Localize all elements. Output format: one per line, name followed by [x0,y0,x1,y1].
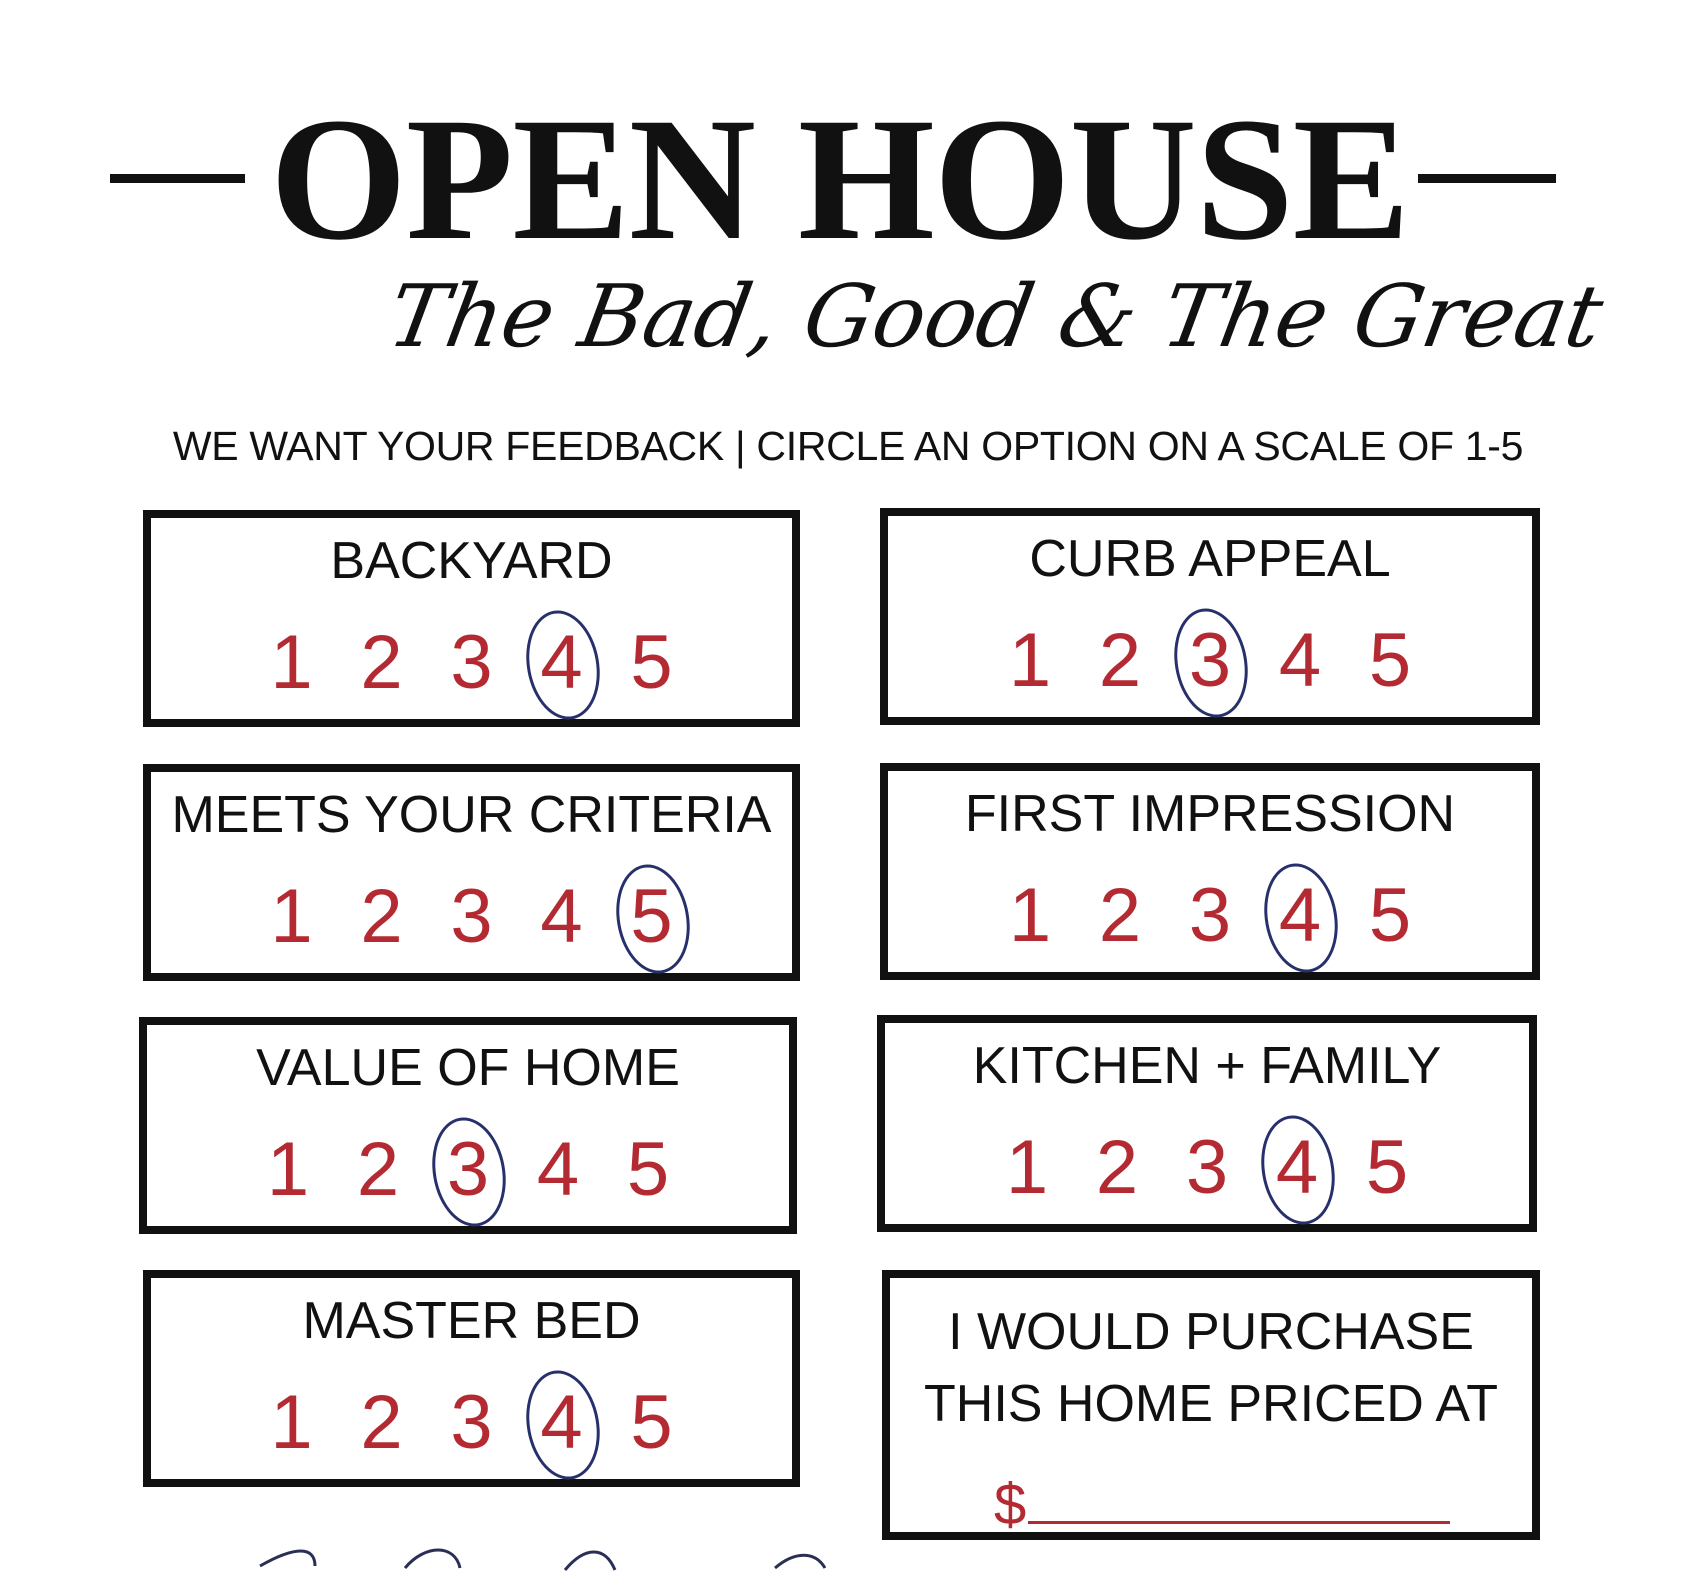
rating-box-curb-appeal [880,508,1540,725]
rating-option[interactable]: 5 [626,1127,670,1212]
rating-label: CURB APPEAL [1029,530,1391,588]
rating-label: VALUE OF HOME [256,1039,680,1097]
rating-option[interactable]: 2 [1095,1125,1139,1210]
rating-option[interactable]: 3 [1188,873,1232,958]
title-row [0,82,1696,277]
rating-option[interactable]: 1 [1008,618,1052,703]
rating-option[interactable]: 2 [1098,873,1142,958]
rating-scale [888,616,1532,706]
rating-option[interactable]: 1 [270,1380,313,1465]
rating-option[interactable]: 5 [1365,1125,1409,1210]
rating-option[interactable]: 1 [270,874,313,959]
rating-scale [147,1125,789,1215]
rating-option[interactable]: 5 [1368,873,1412,958]
rating-option-selected[interactable]: 5 [621,872,683,962]
rating-option[interactable]: 2 [360,874,403,959]
rating-scale [885,1123,1529,1213]
rating-option[interactable]: 2 [360,1380,403,1465]
rating-box-backyard [143,510,800,727]
rating-option-selected[interactable]: 4 [531,1378,593,1468]
rating-option[interactable]: 5 [1368,618,1412,703]
rating-label: MASTER BED [302,1292,641,1350]
rating-box-kitchen-family [877,1015,1537,1232]
handwritten-signature [255,1536,875,1576]
title-rule-left [110,174,245,183]
rating-option[interactable]: 3 [1185,1125,1229,1210]
rating-option[interactable]: 1 [1008,873,1052,958]
rating-option[interactable]: 2 [1098,618,1142,703]
rating-option-selected[interactable]: 3 [1179,616,1241,706]
purchase-label [890,1296,1532,1440]
rating-box-master-bed [143,1270,800,1487]
currency-symbol: $ [994,1472,1027,1537]
title-rule-right [1418,174,1556,183]
purchase-line-1: I WOULD PURCHASE [948,1303,1474,1361]
rating-option-selected[interactable]: 4 [1269,871,1331,961]
rating-option[interactable]: 1 [270,620,313,705]
rating-option-selected[interactable]: 4 [1266,1123,1328,1213]
rating-box-value-of-home [139,1017,797,1234]
rating-scale [151,1378,792,1468]
rating-option-selected[interactable]: 3 [437,1125,499,1215]
rating-option-selected[interactable]: 4 [531,618,593,708]
rating-option[interactable]: 5 [630,1380,673,1465]
instructions: WE WANT YOUR FEEDBACK | CIRCLE AN OPTION ON A SCALE OF 1-5 [172,423,1524,469]
rating-option[interactable]: 3 [450,874,493,959]
rating-option[interactable]: 4 [540,874,583,959]
page-title: OPEN HOUSE [270,82,1410,277]
rating-option[interactable]: 5 [630,620,673,705]
rating-label: FIRST IMPRESSION [964,785,1456,843]
rating-option[interactable]: 3 [450,1380,493,1465]
rating-scale [888,871,1532,961]
purchase-price-box [882,1270,1540,1540]
rating-option[interactable]: 3 [450,620,493,705]
rating-box-meets-your-criteria [143,764,800,981]
rating-scale [151,618,792,708]
rating-label: MEETS YOUR CRITERIA [171,786,772,844]
rating-option[interactable]: 4 [1278,618,1322,703]
rating-scale [151,872,792,962]
rating-label: KITCHEN + FAMILY [972,1037,1442,1095]
rating-option[interactable]: 1 [266,1127,310,1212]
rating-option[interactable]: 4 [536,1127,580,1212]
rating-label: BACKYARD [330,532,613,590]
rating-option[interactable]: 2 [356,1127,400,1212]
rating-option[interactable]: 2 [360,620,403,705]
rating-box-first-impression [880,763,1540,980]
rating-option[interactable]: 1 [1005,1125,1049,1210]
purchase-line-2: THIS HOME PRICED AT [924,1375,1498,1433]
page-subtitle: The Bad, Good & The Great [381,267,1611,367]
price-input-line[interactable] [1028,1521,1450,1524]
